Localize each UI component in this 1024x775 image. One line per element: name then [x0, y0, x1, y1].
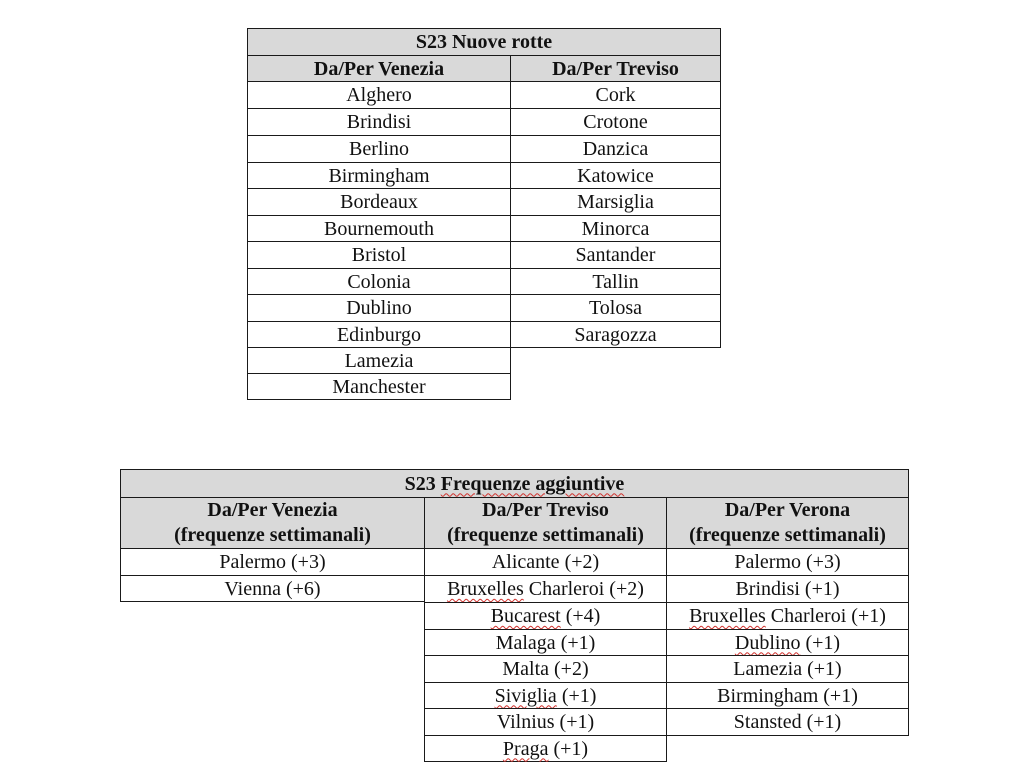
treviso-freq-cell	[424, 682, 667, 709]
verona-freq-cell	[666, 655, 909, 683]
header-line2: (frequenze settimanali)	[174, 524, 371, 546]
treviso-route-cell: Crotone	[510, 108, 721, 136]
freq-value: Charleroi (+1)	[765, 605, 886, 627]
venezia-header: Da/Per Venezia	[247, 55, 511, 82]
city-name: Palermo	[734, 551, 802, 573]
city-name: Bucarest	[490, 605, 561, 627]
treviso-route-cell: Marsiglia	[510, 188, 721, 216]
freq-value: (+1)	[802, 658, 842, 680]
title-main: Frequenze aggiuntive	[440, 472, 625, 495]
city-name: Bruxelles	[689, 605, 766, 627]
freq-value: (+1)	[799, 578, 840, 600]
treviso-route-cell: Santander	[510, 241, 721, 269]
venezia-route-cell: Brindisi	[247, 108, 511, 136]
verona-freq-cell	[666, 575, 909, 603]
venezia-route-cell: Dublino	[247, 294, 511, 322]
header-line1: Da/Per Verona	[724, 499, 851, 521]
treviso-route-cell: Saragozza	[510, 321, 721, 348]
verona-freq-header	[666, 497, 909, 549]
title-prefix: S23	[404, 472, 441, 495]
city-name: Praga	[502, 737, 549, 760]
treviso-freq-cell	[424, 575, 667, 603]
header-line2: (frequenze settimanali)	[689, 524, 886, 546]
venezia-freq-cell: Palermo (+3)	[120, 548, 425, 576]
freq-value: Charleroi (+2)	[523, 578, 644, 600]
treviso-freq-cell	[424, 735, 667, 762]
freq-value: (+1)	[554, 711, 595, 733]
venezia-route-cell: Birmingham	[247, 162, 511, 189]
treviso-route-cell: Minorca	[510, 215, 721, 242]
new-routes-title: S23 Nuove rotte	[247, 28, 721, 56]
freq-value: (+1)	[818, 684, 858, 707]
treviso-freq-cell	[424, 548, 667, 576]
freq-value: (+1)	[556, 684, 597, 707]
freq-value: (+1)	[801, 711, 842, 733]
venezia-route-cell: Bristol	[247, 241, 511, 269]
city-name: Bruxelles	[447, 578, 524, 600]
treviso-freq-cell	[424, 602, 667, 630]
city-name: Lamezia	[733, 658, 803, 680]
freq-value: (+2)	[549, 658, 589, 680]
header-line1: Da/Per Treviso	[482, 499, 609, 521]
venezia-route-cell: Berlino	[247, 135, 511, 163]
verona-freq-cell	[666, 602, 909, 630]
venezia-route-cell: Colonia	[247, 268, 511, 295]
freq-value: (+3)	[801, 551, 841, 573]
venezia-route-cell: Edinburgo	[247, 321, 511, 348]
treviso-freq-cell	[424, 708, 667, 736]
extra-frequencies-title	[120, 469, 909, 498]
city-name: Vilnius	[496, 711, 555, 733]
freq-value: (+1)	[800, 631, 841, 654]
venezia-route-cell: Manchester	[247, 373, 511, 400]
treviso-route-cell: Cork	[510, 81, 721, 109]
city-name: Birmingham	[717, 684, 819, 707]
venezia-route-cell: Lamezia	[247, 347, 511, 374]
treviso-freq-header	[424, 497, 667, 549]
venezia-freq-header	[120, 497, 425, 549]
city-name: Malta	[502, 658, 550, 680]
city-name: Malaga	[495, 631, 556, 654]
verona-freq-cell	[666, 548, 909, 576]
city-name: Brindisi	[735, 578, 800, 600]
treviso-route-cell: Tallin	[510, 268, 721, 295]
verona-freq-cell	[666, 629, 909, 656]
freq-value: (+4)	[560, 605, 601, 627]
treviso-route-cell: Tolosa	[510, 294, 721, 322]
header-line1: Da/Per Venezia	[207, 499, 338, 521]
freq-value: (+1)	[548, 737, 589, 760]
treviso-header: Da/Per Treviso	[510, 55, 721, 82]
venezia-freq-cell: Vienna (+6)	[120, 575, 425, 602]
treviso-route-cell: Danzica	[510, 135, 721, 163]
freq-value: (+2)	[559, 551, 600, 573]
city-name: Siviglia	[494, 684, 557, 707]
venezia-route-cell: Alghero	[247, 81, 511, 109]
venezia-route-cell: Bordeaux	[247, 188, 511, 216]
verona-freq-cell	[666, 682, 909, 709]
city-name: Dublino	[734, 631, 801, 654]
header-line2: (frequenze settimanali)	[447, 524, 644, 546]
treviso-freq-cell	[424, 655, 667, 683]
city-name: Alicante	[491, 551, 560, 573]
city-name: Stansted	[733, 711, 802, 733]
venezia-route-cell: Bournemouth	[247, 215, 511, 242]
verona-freq-cell	[666, 708, 909, 736]
freq-value: (+1)	[555, 631, 596, 654]
treviso-route-cell: Katowice	[510, 162, 721, 189]
treviso-freq-cell	[424, 629, 667, 656]
